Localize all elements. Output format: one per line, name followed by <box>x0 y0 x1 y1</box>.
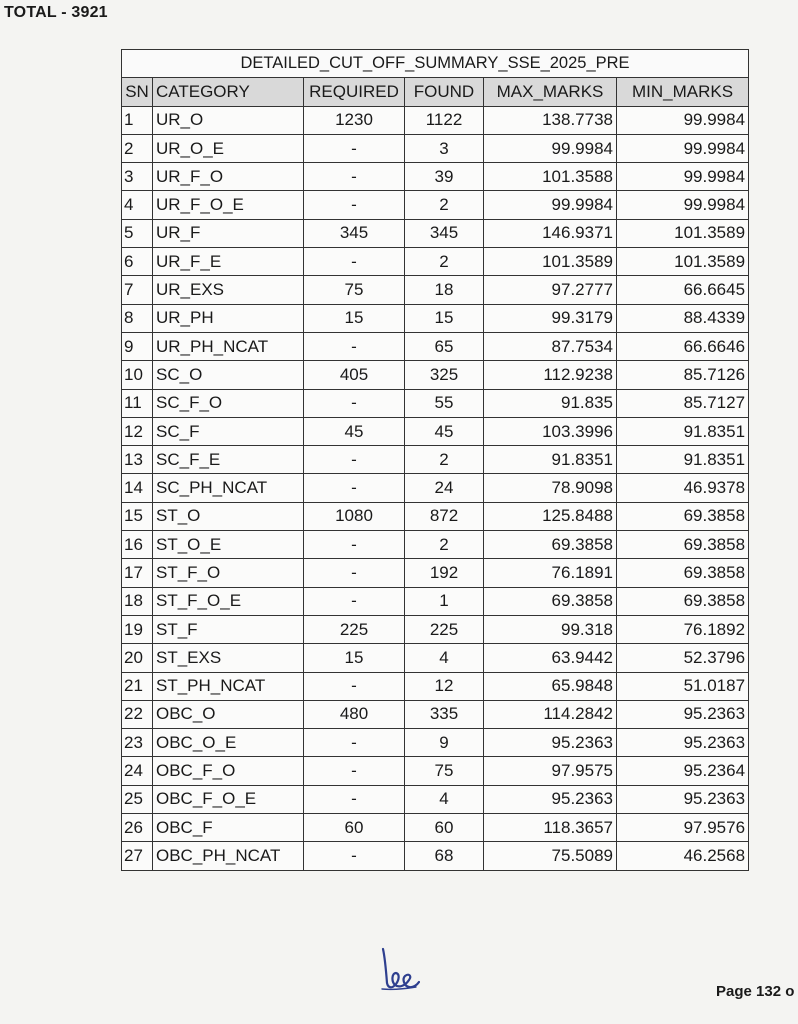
column-header-max-marks: MAX_MARKS <box>484 78 617 106</box>
cell-max-marks: 103.3996 <box>484 417 617 445</box>
cell-category: OBC_F_O <box>153 757 304 785</box>
cell-found: 345 <box>405 219 484 247</box>
cell-required: 1230 <box>304 106 405 134</box>
table-row <box>122 248 749 276</box>
cell-sn: 8 <box>122 304 153 332</box>
cell-sn: 19 <box>122 615 153 643</box>
table-body <box>122 106 749 870</box>
cell-max-marks: 69.3858 <box>484 587 617 615</box>
cell-min-marks: 95.2363 <box>617 700 749 728</box>
column-header-category: CATEGORY <box>153 78 304 106</box>
table-row <box>122 587 749 615</box>
table-row <box>122 417 749 445</box>
cell-min-marks: 51.0187 <box>617 672 749 700</box>
cell-max-marks: 87.7534 <box>484 332 617 360</box>
cell-sn: 2 <box>122 134 153 162</box>
cell-category: ST_F <box>153 615 304 643</box>
table-row <box>122 106 749 134</box>
cell-category: UR_O <box>153 106 304 134</box>
cell-required: 345 <box>304 219 405 247</box>
cell-max-marks: 75.5089 <box>484 842 617 870</box>
cell-required: - <box>304 134 405 162</box>
cell-found: 335 <box>405 700 484 728</box>
cell-min-marks: 88.4339 <box>617 304 749 332</box>
cell-min-marks: 69.3858 <box>617 502 749 530</box>
table-row <box>122 361 749 389</box>
cell-found: 15 <box>405 304 484 332</box>
table-row <box>122 672 749 700</box>
cell-found: 2 <box>405 531 484 559</box>
cell-max-marks: 76.1891 <box>484 559 617 587</box>
cell-sn: 15 <box>122 502 153 530</box>
cell-min-marks: 69.3858 <box>617 587 749 615</box>
cell-required: 45 <box>304 417 405 445</box>
cell-max-marks: 99.3179 <box>484 304 617 332</box>
table-row <box>122 814 749 842</box>
cell-min-marks: 95.2364 <box>617 757 749 785</box>
cell-min-marks: 76.1892 <box>617 615 749 643</box>
cell-required: 15 <box>304 644 405 672</box>
table-row <box>122 842 749 870</box>
cell-category: OBC_O_E <box>153 729 304 757</box>
cell-sn: 23 <box>122 729 153 757</box>
cell-found: 55 <box>405 389 484 417</box>
table-row <box>122 559 749 587</box>
cell-found: 68 <box>405 842 484 870</box>
cell-min-marks: 69.3858 <box>617 559 749 587</box>
cell-max-marks: 91.8351 <box>484 446 617 474</box>
table-row <box>122 785 749 813</box>
table-title: DETAILED_CUT_OFF_SUMMARY_SSE_2025_PRE <box>122 50 749 78</box>
cell-found: 2 <box>405 446 484 474</box>
cell-sn: 7 <box>122 276 153 304</box>
cell-min-marks: 99.9984 <box>617 163 749 191</box>
cell-sn: 13 <box>122 446 153 474</box>
cell-found: 12 <box>405 672 484 700</box>
cell-required: - <box>304 559 405 587</box>
cell-required: - <box>304 842 405 870</box>
cell-category: ST_O <box>153 502 304 530</box>
page-number: Page 132 o <box>716 983 795 1000</box>
cell-sn: 12 <box>122 417 153 445</box>
cell-sn: 1 <box>122 106 153 134</box>
cell-found: 325 <box>405 361 484 389</box>
cell-max-marks: 112.9238 <box>484 361 617 389</box>
cell-max-marks: 138.7738 <box>484 106 617 134</box>
cell-required: - <box>304 785 405 813</box>
cell-sn: 16 <box>122 531 153 559</box>
cell-sn: 14 <box>122 474 153 502</box>
cell-required: - <box>304 332 405 360</box>
cell-found: 1122 <box>405 106 484 134</box>
cell-min-marks: 101.3589 <box>617 219 749 247</box>
cell-min-marks: 91.8351 <box>617 417 749 445</box>
cell-found: 9 <box>405 729 484 757</box>
cell-max-marks: 118.3657 <box>484 814 617 842</box>
cell-category: ST_F_O <box>153 559 304 587</box>
cell-found: 4 <box>405 785 484 813</box>
cell-sn: 21 <box>122 672 153 700</box>
cell-required: 1080 <box>304 502 405 530</box>
table-row <box>122 700 749 728</box>
table-row <box>122 219 749 247</box>
cell-category: SC_F_O <box>153 389 304 417</box>
cell-required: 480 <box>304 700 405 728</box>
cell-max-marks: 97.9575 <box>484 757 617 785</box>
table-row <box>122 474 749 502</box>
cell-min-marks: 46.2568 <box>617 842 749 870</box>
cell-min-marks: 91.8351 <box>617 446 749 474</box>
cell-min-marks: 101.3589 <box>617 248 749 276</box>
signature-mark <box>376 946 420 992</box>
cell-max-marks: 101.3589 <box>484 248 617 276</box>
cell-category: UR_PH <box>153 304 304 332</box>
cell-required: - <box>304 163 405 191</box>
table-header-row <box>122 78 749 106</box>
cell-min-marks: 66.6646 <box>617 332 749 360</box>
cell-found: 45 <box>405 417 484 445</box>
cell-sn: 24 <box>122 757 153 785</box>
cell-category: ST_PH_NCAT <box>153 672 304 700</box>
cell-min-marks: 85.7127 <box>617 389 749 417</box>
table-row <box>122 389 749 417</box>
table-row <box>122 644 749 672</box>
cell-category: OBC_F <box>153 814 304 842</box>
cell-sn: 5 <box>122 219 153 247</box>
cell-found: 192 <box>405 559 484 587</box>
cell-sn: 4 <box>122 191 153 219</box>
cell-category: UR_EXS <box>153 276 304 304</box>
table-row <box>122 531 749 559</box>
cell-required: - <box>304 587 405 615</box>
cell-max-marks: 101.3588 <box>484 163 617 191</box>
table-row <box>122 615 749 643</box>
cell-max-marks: 99.318 <box>484 615 617 643</box>
cell-max-marks: 95.2363 <box>484 729 617 757</box>
cell-found: 1 <box>405 587 484 615</box>
cell-max-marks: 65.9848 <box>484 672 617 700</box>
cell-sn: 22 <box>122 700 153 728</box>
column-header-found: FOUND <box>405 78 484 106</box>
cell-found: 2 <box>405 191 484 219</box>
cell-min-marks: 69.3858 <box>617 531 749 559</box>
cell-sn: 3 <box>122 163 153 191</box>
cell-sn: 10 <box>122 361 153 389</box>
cell-category: OBC_PH_NCAT <box>153 842 304 870</box>
cutoff-summary-table <box>121 49 749 871</box>
cell-sn: 6 <box>122 248 153 276</box>
cell-required: - <box>304 191 405 219</box>
cell-category: ST_O_E <box>153 531 304 559</box>
cell-max-marks: 95.2363 <box>484 785 617 813</box>
cell-sn: 18 <box>122 587 153 615</box>
cell-category: ST_F_O_E <box>153 587 304 615</box>
cell-required: - <box>304 474 405 502</box>
cell-category: UR_F_O_E <box>153 191 304 219</box>
cell-category: SC_F <box>153 417 304 445</box>
cell-found: 4 <box>405 644 484 672</box>
cell-category: OBC_F_O_E <box>153 785 304 813</box>
cell-category: UR_F <box>153 219 304 247</box>
cell-sn: 20 <box>122 644 153 672</box>
cell-found: 18 <box>405 276 484 304</box>
cell-min-marks: 46.9378 <box>617 474 749 502</box>
cell-category: ST_EXS <box>153 644 304 672</box>
cell-max-marks: 114.2842 <box>484 700 617 728</box>
cell-category: SC_F_E <box>153 446 304 474</box>
table-row <box>122 163 749 191</box>
cell-min-marks: 85.7126 <box>617 361 749 389</box>
cell-required: - <box>304 446 405 474</box>
column-header-min-marks: MIN_MARKS <box>617 78 749 106</box>
table-row <box>122 191 749 219</box>
table-row <box>122 276 749 304</box>
cell-min-marks: 52.3796 <box>617 644 749 672</box>
cell-found: 872 <box>405 502 484 530</box>
cell-max-marks: 99.9984 <box>484 191 617 219</box>
cell-required: 225 <box>304 615 405 643</box>
cell-max-marks: 97.2777 <box>484 276 617 304</box>
cell-found: 75 <box>405 757 484 785</box>
cell-required: - <box>304 672 405 700</box>
cell-found: 39 <box>405 163 484 191</box>
cell-found: 2 <box>405 248 484 276</box>
cell-found: 65 <box>405 332 484 360</box>
cell-max-marks: 99.9984 <box>484 134 617 162</box>
cell-required: 60 <box>304 814 405 842</box>
cell-category: UR_PH_NCAT <box>153 332 304 360</box>
table-row <box>122 304 749 332</box>
cell-min-marks: 99.9984 <box>617 134 749 162</box>
cell-required: - <box>304 389 405 417</box>
column-header-sn: SN <box>122 78 153 106</box>
cell-min-marks: 99.9984 <box>617 191 749 219</box>
cell-min-marks: 95.2363 <box>617 729 749 757</box>
cell-required: 405 <box>304 361 405 389</box>
cell-category: SC_PH_NCAT <box>153 474 304 502</box>
cell-required: 15 <box>304 304 405 332</box>
cell-sn: 25 <box>122 785 153 813</box>
cell-sn: 17 <box>122 559 153 587</box>
cell-max-marks: 78.9098 <box>484 474 617 502</box>
cell-max-marks: 146.9371 <box>484 219 617 247</box>
cell-required: - <box>304 248 405 276</box>
cell-sn: 9 <box>122 332 153 360</box>
cell-category: UR_F_E <box>153 248 304 276</box>
table-row <box>122 757 749 785</box>
column-header-required: REQUIRED <box>304 78 405 106</box>
cell-sn: 26 <box>122 814 153 842</box>
cell-category: OBC_O <box>153 700 304 728</box>
cell-found: 24 <box>405 474 484 502</box>
cell-found: 225 <box>405 615 484 643</box>
cell-required: - <box>304 531 405 559</box>
cell-max-marks: 91.835 <box>484 389 617 417</box>
cell-max-marks: 63.9442 <box>484 644 617 672</box>
cell-max-marks: 125.8488 <box>484 502 617 530</box>
table-row <box>122 729 749 757</box>
cell-min-marks: 95.2363 <box>617 785 749 813</box>
cell-category: UR_O_E <box>153 134 304 162</box>
total-count: TOTAL - 3921 <box>4 4 108 21</box>
cell-category: UR_F_O <box>153 163 304 191</box>
cell-sn: 27 <box>122 842 153 870</box>
table-row <box>122 446 749 474</box>
table-row <box>122 134 749 162</box>
cell-min-marks: 66.6645 <box>617 276 749 304</box>
cell-required: 75 <box>304 276 405 304</box>
cell-required: - <box>304 729 405 757</box>
cell-found: 3 <box>405 134 484 162</box>
cell-min-marks: 97.9576 <box>617 814 749 842</box>
cell-min-marks: 99.9984 <box>617 106 749 134</box>
cell-category: SC_O <box>153 361 304 389</box>
cell-max-marks: 69.3858 <box>484 531 617 559</box>
cell-found: 60 <box>405 814 484 842</box>
cell-sn: 11 <box>122 389 153 417</box>
table-row <box>122 502 749 530</box>
cell-required: - <box>304 757 405 785</box>
table-row <box>122 332 749 360</box>
